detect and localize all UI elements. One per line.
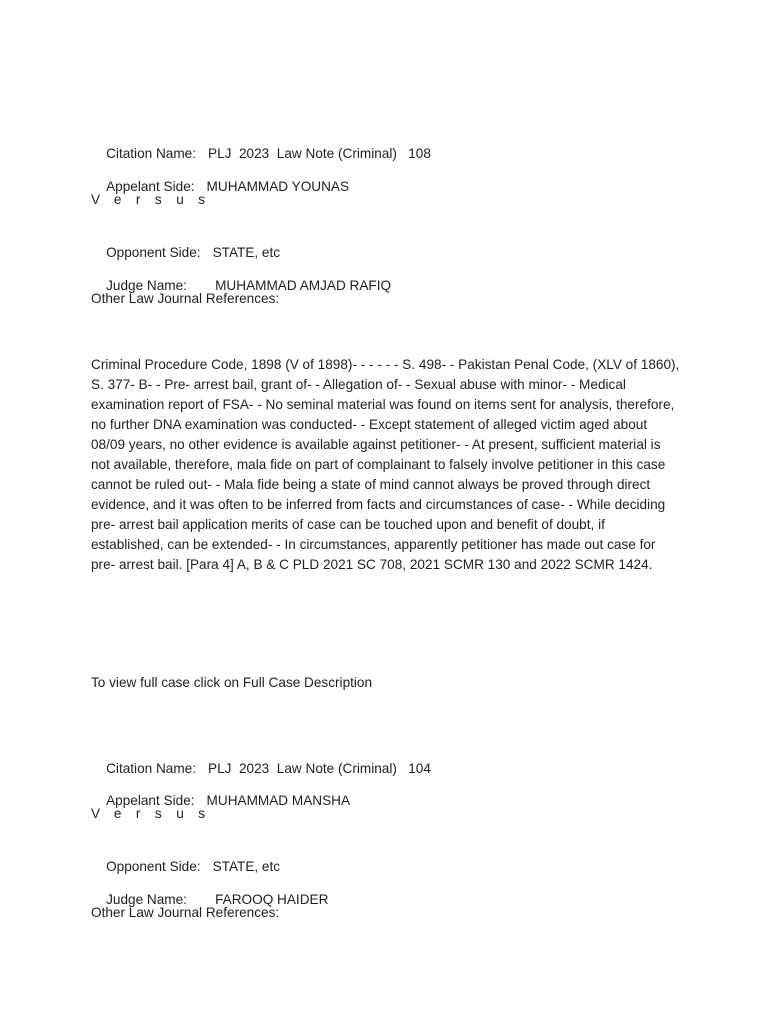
view-full-case-text: To view full case click on Full Case Description [91, 675, 373, 690]
versus-text: Versus [91, 192, 220, 207]
references-label: Other Law Journal References: [91, 905, 280, 920]
citation-value: PLJ 2023 Law Note (Criminal) 104 [208, 761, 431, 776]
opponent-value: STATE, etc [212, 859, 281, 874]
citation-label: Citation Name: [106, 146, 197, 161]
citation-label: Citation Name: [106, 761, 197, 776]
appellant-value: MUHAMMAD MANSHA [206, 793, 351, 808]
references-label: Other Law Journal References: [91, 291, 280, 306]
appellant-label: Appelant Side: [106, 793, 195, 808]
opponent-label: Opponent Side: [106, 859, 201, 874]
judge-value: MUHAMMAD AMJAD RAFIQ [215, 278, 392, 293]
judge-label: Judge Name: [106, 278, 187, 293]
case-summary: Criminal Procedure Code, 1898 (V of 1898)- - - - - - S. 498- - Pakistan Penal Code, (XLV of 1860), S. 377- B- - Pre- arrest bail, grant of- - Allegation of- - Sexual abuse with minor- - Medical examination report of FSA- - No seminal material was found on items sent for analysis, therefore, no further DNA examination was conducted- - Except statement of alleged victim aged about 08/09 years, no other evidence is available against petitioner- - At present, sufficient material is not available, therefore, mala fide on part of complainant to falsely involve petitioner in this case cannot be ruled out- - Mala fide being a state of mind cannot always be proved through direct evidence, and it was often to be inferred from facts and circumstances of case- - While deciding pre- arrest bail application merits of case can be touched upon and benefit of doubt, if established, can be extended- - In circumstances, apparently petitioner has made out case for pre- arrest bail. [Para 4] A, B & C PLD 2021 SC 708, 2021 SCMR 130 and 2022 SCMR 1424. [91, 357, 680, 572]
judge-label: Judge Name: [106, 892, 187, 907]
versus-text: Versus [91, 806, 220, 821]
appellant-value: MUHAMMAD YOUNAS [206, 179, 350, 194]
opponent-value: STATE, etc [212, 245, 281, 260]
appellant-label: Appelant Side: [106, 179, 195, 194]
judge-value: FAROOQ HAIDER [215, 892, 329, 907]
opponent-label: Opponent Side: [106, 245, 201, 260]
citation-value: PLJ 2023 Law Note (Criminal) 108 [208, 146, 431, 161]
